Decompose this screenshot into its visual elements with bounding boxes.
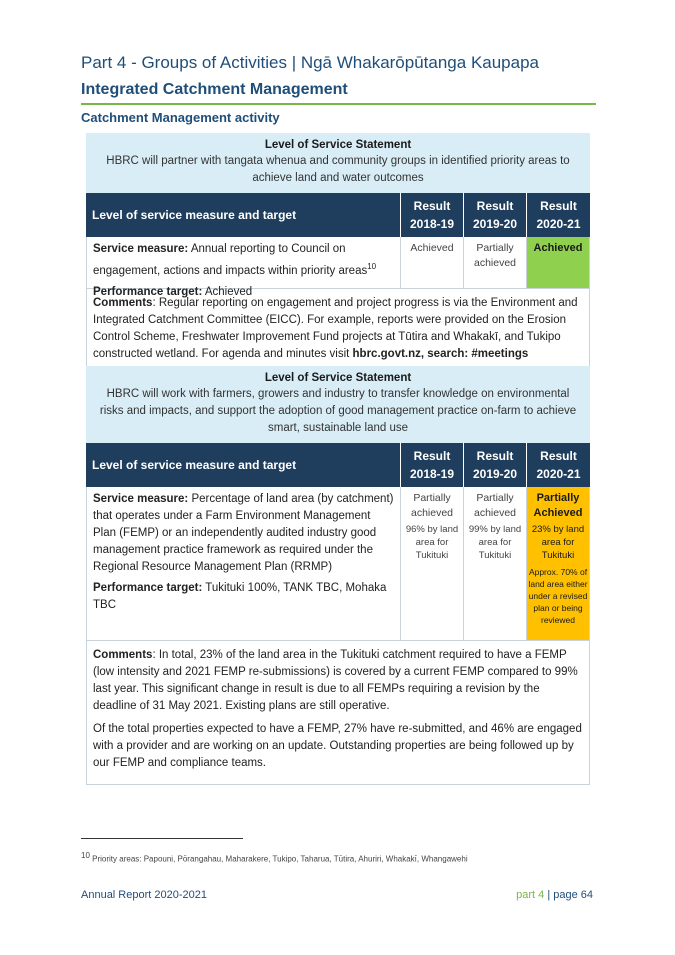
result-header-2018: Result 2018-19 <box>401 443 464 487</box>
los-statement-2 <box>86 366 590 443</box>
footnote: $^{10}$ Priority areas: Papouni, Pōrangahau, Maharakere, Tukipo, Taharua, Tūtira, Ahuriri, Whakakī, Whangawehi <box>81 851 468 864</box>
table-header <box>86 443 590 487</box>
result-2018-19: Achieved <box>401 237 464 288</box>
footer-page-number: part 4 | page 64 <box>516 889 593 901</box>
result-2019-20: Partially achieved <box>464 237 527 288</box>
result-header-2020: Result 2020-21 <box>536 449 581 481</box>
result-2020-21: Achieved <box>527 237 590 288</box>
table-header <box>86 193 590 237</box>
result-header-2019: Result 2019-20 <box>464 193 527 237</box>
table-row <box>86 237 590 298</box>
result-header-2018: Result 2018-19 <box>401 193 464 237</box>
los-statement-1 <box>86 133 590 193</box>
result-header-2020: Result 2020-21 <box>536 199 581 231</box>
service-block-1 <box>86 133 590 376</box>
measure-header: Level of service measure and target <box>86 193 401 237</box>
table-row <box>86 487 590 641</box>
section-title: Integrated Catchment Management <box>81 81 348 98</box>
footer-report-title: Annual Report 2020-2021 <box>81 889 207 901</box>
measure-header: Level of service measure and target <box>86 443 401 487</box>
los-heading: Level of Service Statement <box>264 139 412 151</box>
part-title: Part 4 - Groups of Activities | Ngā Whakarōpūtanga Kaupapa <box>81 53 540 72</box>
result-2019-20: Partially achieved 99% by land area for Tukituki <box>464 487 527 640</box>
los-text: HBRC will partner with tangata whenua and community groups in identified priority areas to achieve land and water outcomes <box>106 155 570 184</box>
section-divider <box>81 103 596 105</box>
meetings-link: hbrc.govt.nz, search: #meetings <box>352 348 529 360</box>
result-2020-21: Partially Achieved 23% by land area for Tukituki Approx. 70% of land area either under a revised plan or being reviewed <box>527 487 590 640</box>
comments-2: Comments: In total, 23% of the land area in the Tukituki catchment required to have a FEMP (low intensity and 2021 FEMP re-submissions) is covered by a current FEMP compared to 99% last year. This significant change in result is due to all FEMPs requiring a revision by the deadline of 31 May 2021. Existing plans are still operative. Of the total properties expected to have a FEMP, 27% have re-submitted, and 46% are engaged with a provider and are working on an update. Outstanding properties are being followed up by our FEMP and compliance teams. <box>86 641 590 785</box>
los-heading: Level of Service Statement <box>264 372 412 384</box>
footnote-divider <box>81 838 243 839</box>
comments-1: Comments: Regular reporting on engagement and project progress is via the Environment and Integrated Catchment Committee (EICC). For example, reports were provided on the Erosion Control Scheme, Freshwater Improvement Fund projects at Tūtira and Whakakī, and Tukipo constructed wetland. For agenda and minutes visit hbrc.govt.nz, search: #meetings <box>86 289 590 376</box>
result-2018-19: Partially achieved 96% by land area for Tukituki <box>401 487 464 640</box>
los-text: HBRC will work with farmers, growers and industry to transfer knowledge on environmental risks and impacts, and support the adoption of good management practice on-farm to achieve smart, sustainable land use <box>99 388 577 434</box>
service-block-2 <box>86 366 590 785</box>
activity-title: Catchment Management activity <box>81 110 280 125</box>
result-header-2019: Result 2019-20 <box>464 443 527 487</box>
measure-cell: Service measure: Annual reporting to Council on engagement, actions and impacts within priority areas$^{10}$ Performance target: Achieved <box>86 237 401 288</box>
measure-cell: Service measure: Percentage of land area (by catchment) that operates under a Farm Environment Management Plan (FEMP) or an independently audited industry good management practice framework as required under the Regional Resource Management Plan (RRMP) Performance target: Tukituki 100%, TANK TBC, Mohaka TBC <box>86 487 401 640</box>
